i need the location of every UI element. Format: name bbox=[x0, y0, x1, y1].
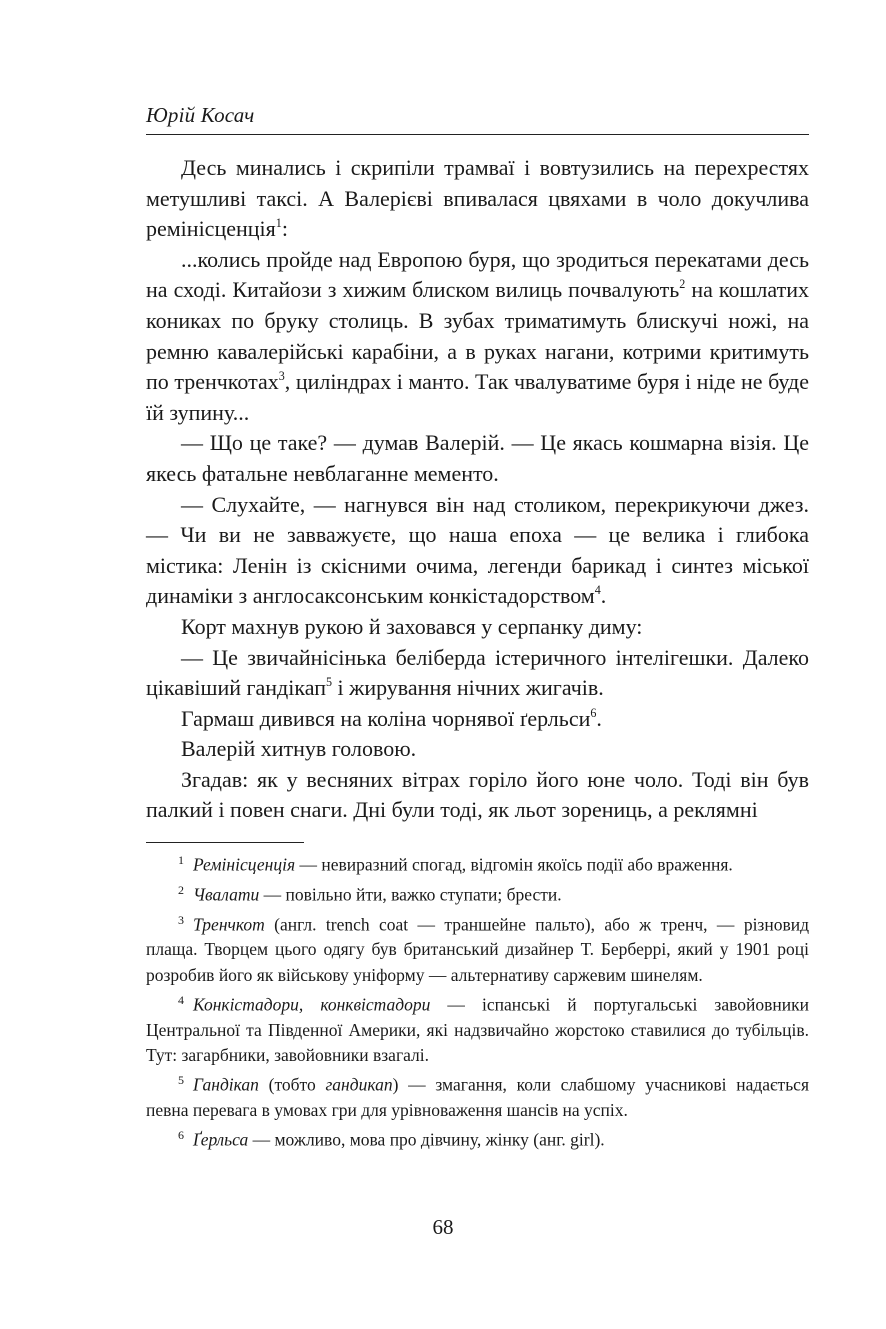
paragraph-6 bbox=[146, 643, 809, 704]
paragraph-6-text: — Це звичайнісінька белібердa істеричного інтелігешки. Далеко цікавіший гандікап bbox=[146, 644, 809, 701]
footnote-4 bbox=[146, 988, 809, 1068]
paragraph-4-text: — Слухайте, — нагнувся він над столиком, перекрикуючи джез. — Чи ви не завважуєте, що наша епоха — це велика і глибока містика: Ленін із скісними очима, легенди барикад і синтез міської динаміки з англосаксонським конкістадорством bbox=[146, 491, 809, 609]
footnote-text: — можливо, мова про дівчину, жінку (анг. girl). bbox=[248, 1129, 605, 1150]
paragraph-8: Валерій хитнув головою. bbox=[181, 736, 417, 762]
paragraph-9: Згадав: як у весняних вітрах горіло його юне чоло. Тоді він був палкий і повен снаги. Дні були тоді, як льот зорениць, а реклямні bbox=[146, 766, 809, 823]
footnote-2 bbox=[146, 878, 809, 908]
paragraph-1-tail: : bbox=[281, 216, 288, 242]
footnotes bbox=[146, 848, 809, 1153]
footnote-term: Ґерльса bbox=[193, 1129, 249, 1150]
footnote-separator bbox=[146, 842, 304, 843]
footnote-1 bbox=[146, 848, 809, 878]
paragraph-2-part-3: , циліндрах і манто. Так чвалуватиме буря і ніде не буде їй зупину... bbox=[146, 369, 810, 425]
paragraph-1-text: Десь минались і скрипіли трамваї і вовтузились на перехрестях метушливі таксі. А Валерієві впивалася цвяхами в чоло докучлива ремінісценція bbox=[146, 155, 809, 242]
footnote-ref-2: 2 bbox=[679, 277, 686, 292]
footnote-3 bbox=[146, 908, 809, 988]
footnote-6 bbox=[146, 1123, 809, 1153]
footnote-text: — іспанські й португальські завойовники Центральної та Південної Америки, які надзвичайно жорстоко ставилися до тубільців. Тут: загарбники, завойовники взагалі. bbox=[146, 994, 809, 1065]
paragraph-4-tail: . bbox=[600, 583, 607, 609]
paragraph-2 bbox=[146, 245, 809, 429]
paragraph-2-part-1: ...колись пройде над Европою буря, що зродиться перекатами десь на сході. Китайози з хижим блиском вилиць почвалують bbox=[146, 246, 809, 303]
footnote-term: Гандікап bbox=[193, 1074, 259, 1095]
footnote-number: 6 bbox=[178, 1128, 184, 1142]
footnote-text: ) — змагання, коли слабшому учасникові надається певна перевага в умовах гри для урівноваження шансів на успіх. bbox=[146, 1074, 809, 1120]
footnote-term-alt: гандикап bbox=[325, 1074, 393, 1095]
paragraph-2-part-2: на кошлатих кониках по бруку столиць. В зубах триматимуть блискучі ножі, на ремню кавалерійські карабіни, а в руках нагани, котрими критимуть по тренчкотах bbox=[146, 277, 809, 395]
running-header bbox=[146, 100, 809, 135]
paragraph-7-text: Гармаш дивився на коліна чорнявої ґерльси bbox=[181, 705, 591, 731]
paragraph-1 bbox=[146, 153, 809, 245]
footnote-ref-4: 4 bbox=[594, 583, 601, 598]
paragraph-5: Корт махнув рукою й заховався у серпанку диму: bbox=[181, 613, 643, 639]
paragraph-7-tail: . bbox=[596, 705, 602, 731]
main-text bbox=[146, 153, 809, 826]
footnote-number: 5 bbox=[178, 1073, 184, 1087]
footnote-ref-6: 6 bbox=[590, 705, 597, 720]
footnote-text: (англ. trench coat — траншейне пальто), або ж тренч, — різновид плаща. Творцем цього одягу був британський дизайнер Т. Берберрі, який у 1901 році розробив його як військову уніформу — альтернативу саржевим шинелям. bbox=[146, 914, 809, 985]
page-number: 68 bbox=[432, 1215, 454, 1239]
footnote-number: 3 bbox=[178, 912, 184, 927]
paragraph-4 bbox=[146, 490, 809, 612]
header-author: Юрій Косач bbox=[146, 103, 255, 127]
footnote-number: 4 bbox=[178, 992, 184, 1007]
footnote-term: Конкістадори, конквістадори bbox=[193, 994, 431, 1015]
footnote-term: Чвалати bbox=[193, 884, 260, 905]
footnote-text: (тобто bbox=[258, 1074, 326, 1095]
footnote-5 bbox=[146, 1068, 809, 1123]
footnote-number: 1 bbox=[178, 853, 184, 867]
footnote-term: Тренчкот bbox=[193, 914, 265, 935]
footnote-ref-1: 1 bbox=[275, 216, 282, 231]
paragraph-6-tail: і жирування нічних жигачів. bbox=[332, 675, 604, 701]
footnote-number: 2 bbox=[178, 882, 184, 897]
paragraph-3: — Що це таке? — думав Валерій. — Це якась кошмарна візія. Це якесь фатальне невблаганне мементо. bbox=[146, 430, 809, 486]
footnote-ref-5: 5 bbox=[325, 675, 333, 690]
footnote-text: — невиразний спогад, відгомін якоїсь події або враження. bbox=[295, 854, 733, 875]
paragraph-7 bbox=[146, 704, 809, 735]
footnote-ref-3: 3 bbox=[278, 369, 285, 384]
footnote-text: — повільно йти, важко ступати; брести. bbox=[259, 884, 562, 905]
footnote-term: Ремінісценція bbox=[193, 854, 296, 875]
